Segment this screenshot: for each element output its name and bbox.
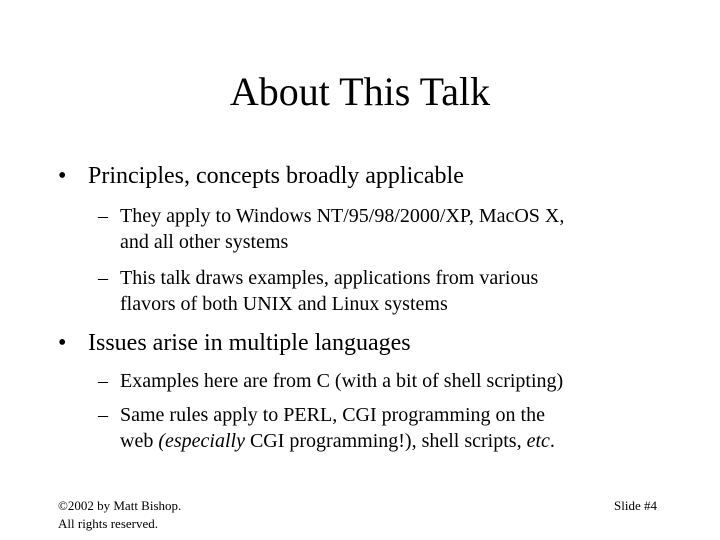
copyright-notice — [58, 497, 181, 533]
sub-bullet-line: and all other systems — [120, 231, 289, 253]
dash-marker: – — [98, 205, 108, 227]
line-text: . — [549, 430, 555, 452]
sub-bullet-line: Examples here are from C (with a bit of shell scripting) — [120, 370, 564, 392]
sub-bullet-line: They apply to Windows NT/95/98/2000/XP, MacOS X, — [120, 205, 565, 227]
slide-title: About This Talk — [229, 69, 491, 114]
dash-marker: – — [98, 267, 108, 289]
copyright-line: ©2002 by Matt Bishop. — [58, 498, 182, 513]
sub-bullet-line: flavors of both UNIX and Linux systems — [120, 293, 448, 315]
dash-marker: – — [98, 404, 108, 426]
slide-number: Slide #4 — [614, 498, 657, 513]
sub-bullet-line: Same rules apply to PERL, CGI programming on the — [120, 404, 545, 426]
bullet-item — [58, 162, 464, 190]
emphasis-text: etc — [526, 430, 550, 452]
line-text: CGI programming!), shell scripts, — [244, 430, 527, 452]
bullet-item — [58, 329, 411, 357]
sub-bullet-item — [98, 368, 668, 394]
line-text: web — [120, 430, 159, 452]
rights-line: All rights reserved. — [58, 516, 159, 531]
sub-bullet-line: This talk draws examples, applications from various — [120, 267, 539, 289]
bullet-marker: • — [58, 330, 67, 356]
bullet-text: Issues arise in multiple languages — [88, 330, 411, 356]
dash-marker: – — [98, 370, 108, 392]
emphasis-text: (especially — [158, 430, 245, 452]
sub-bullet-item — [98, 265, 668, 317]
bullet-text: Principles, concepts broadly applicable — [88, 163, 464, 189]
sub-bullet-item — [98, 402, 668, 454]
bullet-marker: • — [58, 163, 67, 189]
sub-bullet-line — [120, 428, 668, 454]
sub-bullet-item — [98, 203, 668, 255]
